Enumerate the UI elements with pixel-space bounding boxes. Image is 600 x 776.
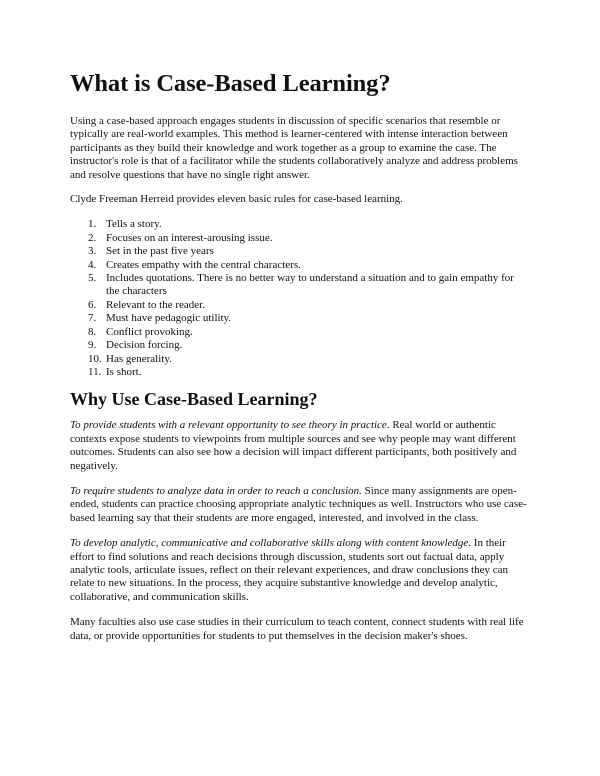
list-item-text: Must have pedagogic utility.	[106, 312, 232, 325]
list-item-number: 8.	[88, 325, 97, 338]
reason-paragraph	[70, 537, 530, 604]
list-item-text: Focuses on an interest-arousing issue.	[106, 231, 273, 244]
section-heading-why: Why Use Case-Based Learning?	[70, 389, 318, 410]
list-item	[70, 232, 530, 245]
list-item-number: 6.	[88, 298, 97, 311]
list-item-text: Has generality.	[106, 352, 172, 365]
list-item-number: 3.	[88, 245, 97, 258]
list-item-number: 10.	[88, 352, 102, 365]
list-item-number: 2.	[88, 231, 97, 244]
reason-body: . Real world or authentic contexts expose students to viewpoints from multiple sources and see why people may want different outcomes. Students can also see how a decision will impact different participants, both positively and negatively.	[70, 419, 517, 472]
closing-paragraph: Many faculties also use case studies in their curriculum to teach content, connect students with real life data, or provide opportunities for students to put themselves in the decision maker's shoes.	[70, 616, 524, 642]
list-item-number: 11.	[88, 365, 102, 378]
list-item-number: 1.	[88, 218, 97, 231]
rules-intro-paragraph: Clyde Freeman Herreid provides eleven basic rules for case-based learning.	[70, 193, 403, 206]
list-item-number: 5.	[88, 272, 97, 285]
list-item	[70, 312, 530, 325]
page-title: What is Case-Based Learning?	[70, 70, 391, 97]
list-item	[70, 245, 530, 258]
rules-list	[70, 218, 530, 379]
list-item-text: Tells a story.	[106, 218, 162, 231]
list-item	[70, 259, 530, 272]
reason-lead: To provide students with a relevant opportunity to see theory in practice	[70, 419, 387, 432]
list-item-text: Is short.	[106, 365, 142, 378]
reason-body: Since many assignments are open-ended, students can practice choosing appropriate analytic techniques as well. Instructors who use case-based learning say that their students are more engaged, interested, and involved in the class.	[70, 484, 527, 524]
reason-paragraph	[70, 485, 530, 525]
list-item	[70, 326, 530, 339]
list-item-number: 4.	[88, 258, 97, 271]
reason-lead: To develop analytic, communicative and collaborative skills along with content knowledge	[70, 537, 469, 550]
reason-body: . In their effort to find solutions and reach decisions through discussion, students sort out factual data, apply analytic tools, articulate issues, reflect on their relevant experiences, and draw conclusions they can relate to new situations. In the process, they acquire substantive knowledge and develop analytic, collaborative, and communication skills.	[70, 537, 508, 603]
list-item-text: Relevant to the reader.	[106, 298, 205, 311]
list-item-text: Includes quotations. There is no better way to understand a situation and to gain empathy for the characters	[106, 272, 514, 298]
list-item	[70, 272, 530, 299]
list-item-number: 9.	[88, 339, 97, 352]
intro-paragraph: Using a case-based approach engages students in discussion of specific scenarios that resemble or typically are real-world examples. This method is learner-centered with intense interaction between participants as they build their knowledge and work together as a group to examine the case. The instructor's role is that of a facilitator while the students collaboratively analyze and address problems and resolve questions that have no single right answer.	[70, 115, 518, 181]
list-item	[70, 353, 530, 366]
list-item	[70, 366, 530, 379]
reason-lead: To require students to analyze data in order to reach a conclusion.	[70, 484, 362, 497]
list-item-text: Decision forcing.	[106, 339, 183, 352]
list-item	[70, 299, 530, 312]
reason-paragraph	[70, 419, 530, 473]
list-item-text: Creates empathy with the central characters.	[106, 258, 301, 271]
list-item-text: Set in the past five years	[106, 245, 214, 258]
list-item-text: Conflict provoking.	[106, 325, 193, 338]
list-item	[70, 339, 530, 352]
list-item	[70, 218, 530, 231]
list-item-number: 7.	[88, 312, 97, 325]
